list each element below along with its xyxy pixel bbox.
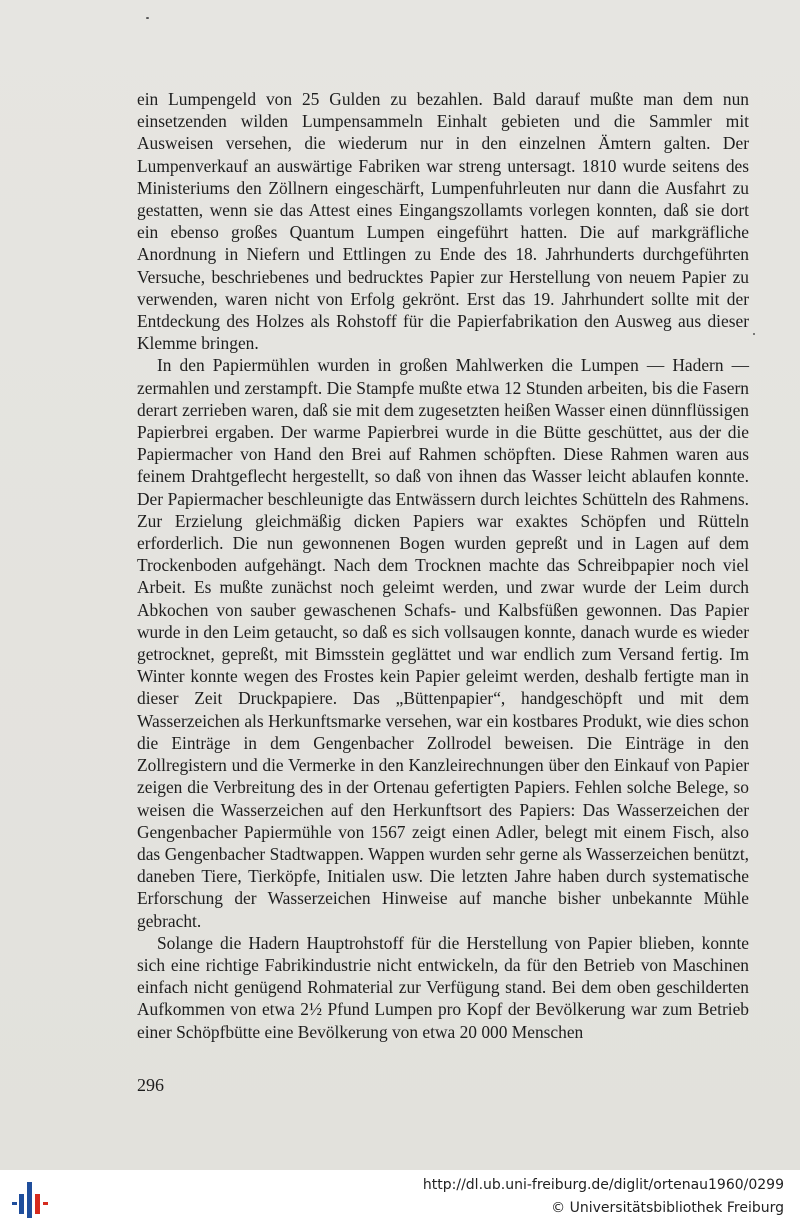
permalink-url[interactable]: http://dl.ub.uni-freiburg.de/diglit/ortenau1960/0299 — [422, 1177, 784, 1193]
ub-freiburg-logo-icon — [10, 1180, 50, 1220]
copyright-notice: © Universitätsbibliothek Freiburg — [551, 1200, 784, 1216]
page-number: 296 — [137, 1075, 164, 1095]
scan-speck — [146, 17, 149, 19]
paragraph: In den Papiermühlen wurden in großen Mahlwerken die Lumpen — Hadern — zermahlen und zerstampft. Die Stampfe mußte etwa 12 Stunden arbeiten, bis die Fasern derart zerrieben waren, daß sie mit dem zugesetzten heißen Wasser einen dünnflüssigen Papierbrei ergaben. Der warme Papierbrei wurde in die Bütte geschüttet, aus der die Papiermacher von Hand den Brei auf Rahmen schöpften. Diese Rahmen waren aus feinem Drahtgeflecht hergestellt, so daß von ihnen das Wasser leicht ablaufen konnte. Der Papiermacher beschleunigte das Entwässern durch leichtes Schütteln des Rahmens. Zur Erzielung gleichmäßig dicken Papiers war exaktes Schöpfen und Rütteln erforderlich. Die nun gewonnenen Bogen wurden gepreßt und in Lagen auf dem Trockenboden aufgehängt. Nach dem Trocknen machte das Schreibpapier noch viel Arbeit. Es mußte zunächst noch geleimt werden, und zwar wurde der Leim durch Abkochen von sauber gewaschenen Schafs- und Kalbsfüßen gewonnen. Das Papier wurde in den Leim getaucht, so daß es sich vollsaugen konnte, danach wurde es wieder getrocknet, gepreßt, mit Bimsstein geglättet und war endlich zum Versand fertig. Im Winter konnte wegen des Frostes kein Papier geleimt werden, deshalb fertigte man in dieser Zeit Druckpapiere. Das „Büttenpapier“, handgeschöpft und mit dem Wasserzeichen als Herkunftsmarke versehen, war ein kostbares Produkt, wie dies schon die Einträge in dem Gengenbacher Zollrodel beweisen. Die Einträge in den Zollregistern und die Vermerke in den Kanzleirechnungen über den Einkauf von Papier zeigen die Verbreitung des in der Ortenau gefertigten Papiers. Fehlen solche Belege, so weisen die Wasserzeichen auf den Herkunftsort des Papiers: Das Wasserzeichen der Gengenbacher Papiermühle von 1567 zeigt einen Adler, belegt mit einem Fisch, also das Gengenbacher Stadtwappen. Wappen wurden sehr gerne als Wasserzeichen benützt, daneben Tiere, Tierköpfe, Initialen usw. Die letzten Jahre haben durch systematische Erforschung der Wasserzeichen Hinweise auf manche bisher unbekannte Mühle gebracht. — [137, 355, 749, 931]
paragraph: Solange die Hadern Hauptrohstoff für die Herstellung von Papier blieben, konnte sich eine richtige Fabrikindustrie nicht entwickeln, da für den Betrieb von Maschinen einfach nicht genügend Rohmaterial zur Verfügung stand. Bei dem oben geschilderten Aufkommen von etwa 2½ Pfund Lumpen pro Kopf der Bevölkerung war zum Betrieb einer Schöpfbütte eine Bevölkerung von etwa 20 000 Menschen — [137, 932, 749, 1042]
viewer-footer — [0, 1170, 800, 1226]
paragraph: ein Lumpengeld von 25 Gulden zu bezahlen. Bald darauf mußte man dem nun einsetzenden wilden Lumpensammeln Einhalt gebieten und die Sammler mit Ausweisen versehen, die wiederum nur in den einzelnen Ämtern galten. Der Lumpenverkauf an auswärtige Fabriken war streng untersagt. 1810 wurde seitens des Ministeriums den Zöllnern eingeschärft, Lumpenfuhrleuten nur dann die Ausfahrt zu gestatten, wenn sie das Attest eines Eingangszollamts vorlegen konnten, daß sie dort ein ebenso großes Quantum Lumpen eingeführt hatten. Die auf markgräfliche Anordnung in Niefern und Ettlingen zu Ende des 18. Jahrhunderts durchgeführten Versuche, beschriebenes und bedrucktes Papier zur Herstellung von neuem Papier zu verwenden, waren nicht von Erfolg gekrönt. Erst das 19. Jahrhundert sollte mit der Entdeckung des Holzes als Rohstoff für die Papierfabrikation den Ausweg aus dieser Klemme bringen. — [137, 89, 749, 354]
body-text — [137, 88, 749, 1043]
scan-speck — [753, 333, 755, 335]
